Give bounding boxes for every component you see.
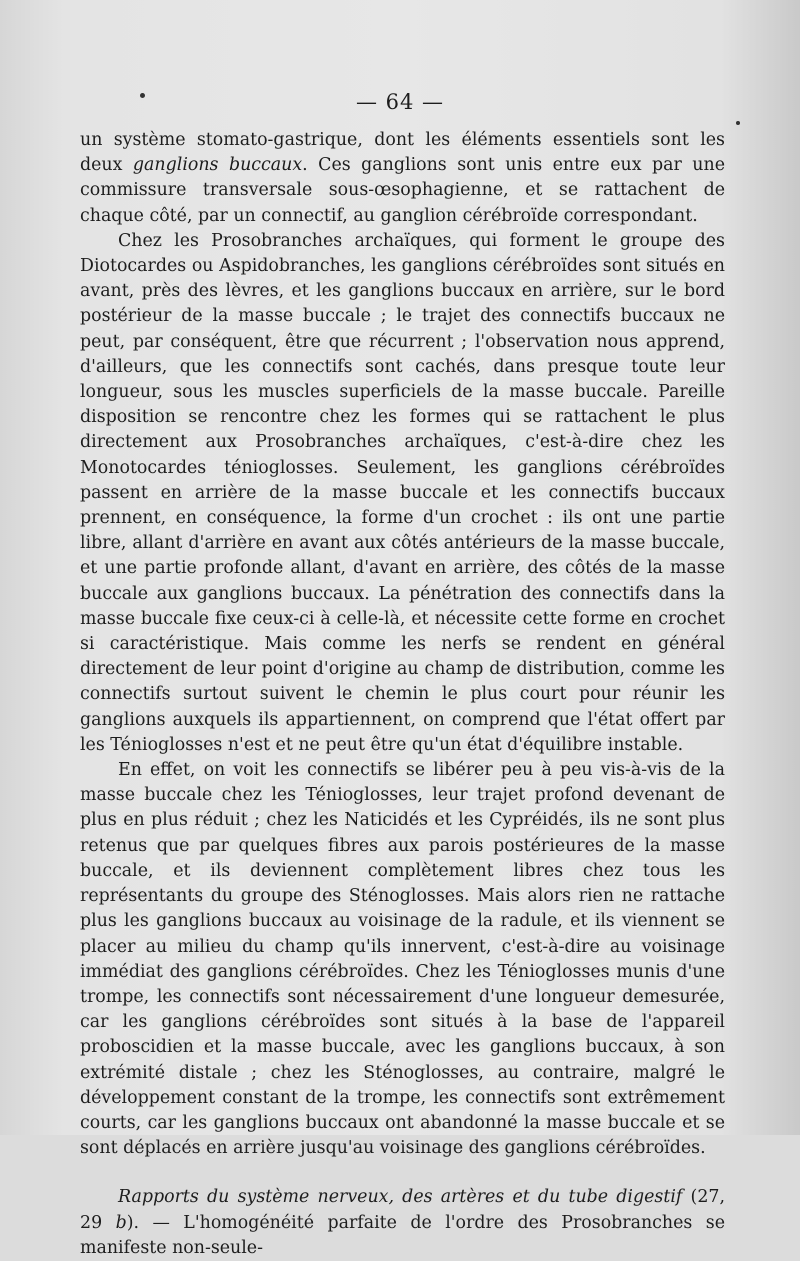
text-run: ). — L'homogénéité parfaite de l'ordre des Prosobranches se manifeste non-seule- xyxy=(80,1212,725,1258)
text-run: (27, 29 xyxy=(80,1187,725,1233)
body-text xyxy=(80,128,725,1261)
section-heading-paragraph xyxy=(80,1185,725,1261)
text-run: un système stomato-gastrique, dont les éléments essentiels sont les deux xyxy=(80,130,725,176)
text-run: En effet, on voit les connectifs se libérer peu à peu vis-à-vis de la masse buccale chez les Ténioglosses, leur trajet profond devenant de plus en plus réduit ; chez les Naticidés et les Cypréidés, ils ne sont plus retenus que par quelques fibres aux parois postérieures de la masse buccale, et ils deviennent complètement libres chez tous les représentants du groupe des Sténoglosses. Mais alors rien ne rattache plus les ganglions buccaux au voisinage de la radule, et ils viennent se placer au milieu du champ qu'ils innervent, c'est-à-dire au voisinage immédiat des ganglions cérébroïdes. Chez les Ténioglosses munis d'une trompe, les connectifs sont nécessairement d'une longueur demesurée, car les ganglions cérébroïdes sont situés à la base de l'appareil proboscidien et la masse buccale, avec les ganglions buccaux, à son extrémité distale ; chez les Sténoglosses, au contraire, malgré le développement constant de la trompe, les connectifs sont extrêmement courts, car les ganglions buccaux ont abandonné la masse buccale et se sont déplacés en arrière jusqu'au voisinage des ganglions cérébroïdes. xyxy=(80,760,725,1159)
text-run-italic: ganglions buccaux xyxy=(132,155,303,176)
text-run: . Ces ganglions sont unis entre eux par une commissure transversale sous-œsophagienne, et se rattachent de chaque côté, par un connectif, au ganglion cérébroïde correspondant. xyxy=(80,155,725,226)
text-run-italic: b xyxy=(115,1212,127,1233)
text-run: Chez les Prosobranches archaïques, qui forment le groupe des Diotocardes ou Aspidobranches, les ganglions cérébroïdes sont situés en avant, près des lèvres, et les ganglions buccaux en arrière, sur le bord postérieur de la masse buccale ; le trajet des connectifs buccaux ne peut, par conséquent, être que récurrent ; l'observation nous apprend, d'ailleurs, que les connectifs sont cachés, dans presque toute leur longueur, sous les muscles superficiels de la masse buccale. Pareille disposition se rencontre chez les formes qui se rattachent le plus directement aux Prosobranches archaïques, c'est-à-dire chez les Monotocardes ténioglosses. Seulement, les ganglions cérébroïdes passent en arrière de la masse buccale et les connectifs buccaux prennent, en conséquence, la forme d'un crochet : ils ont une partie libre, allant d'arrière en avant aux côtés antérieurs de la masse buccale, et une partie profonde allant, d'avant en arrière, des côtés de la masse buccale aux ganglions buccaux. La pénétration des connectifs dans la masse buccale fixe ceux-ci à celle-là, et nécessite cette forme en crochet si caractéristique. Mais comme les nerfs se rendent en général directement de leur point d'origine au champ de distribution, comme les connectifs surtout suivent le chemin le plus court pour réunir les ganglions auxquels ils appartiennent, on comprend que l'état offert par les Ténioglosses n'est et ne peut être qu'un état d'équilibre instable. xyxy=(80,230,725,755)
ink-speck xyxy=(736,121,740,125)
page-number: — 64 — xyxy=(355,90,445,114)
paragraph-2 xyxy=(80,229,725,758)
section-title: Rapports du système nerveux, des artères et du tube digestif xyxy=(118,1187,683,1208)
paragraph-3 xyxy=(80,758,725,1161)
paragraph-1 xyxy=(80,128,725,229)
